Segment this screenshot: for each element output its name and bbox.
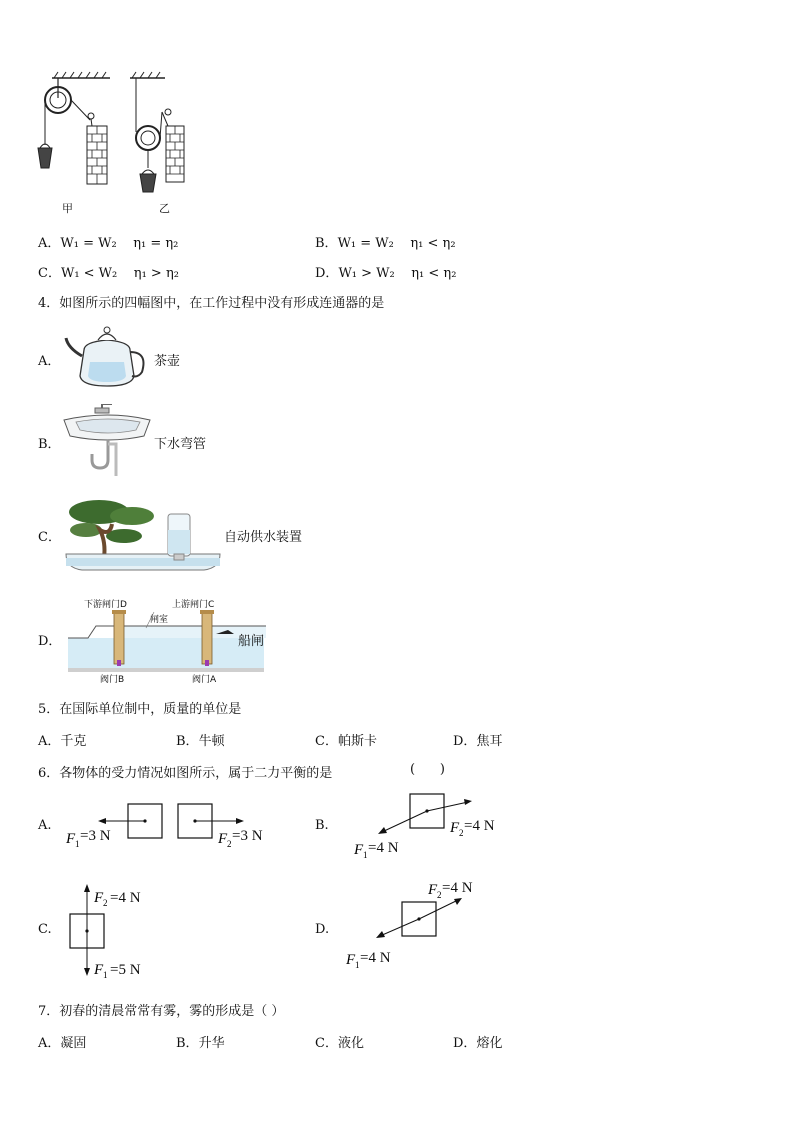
q6-a-f1-label: =3 N (80, 828, 111, 844)
option-text: 牛顿 (198, 734, 225, 749)
option-letter: D． (453, 1036, 477, 1051)
lock-label-valve-a: 阀门A (192, 675, 217, 685)
option-text: W₁ = W₂ η₁ < η₂ (337, 236, 456, 251)
option-text: 熔化 (476, 1036, 503, 1051)
q6-d-f1-label: =4 N (360, 950, 391, 966)
option-letter: B． (176, 734, 199, 749)
q6-d-f2-label: =4 N (442, 880, 473, 896)
q4-option-c-letter[interactable]: C． (38, 530, 61, 545)
svg-text:1: 1 (355, 960, 360, 970)
option-text: 液化 (337, 1036, 364, 1051)
option-letter: B． (315, 236, 338, 251)
q6-option-a-letter[interactable]: A. (38, 818, 52, 833)
svg-text:F: F (346, 952, 356, 968)
q7-stem: 7．初春的清晨常常有雾，雾的形成是（ ） (38, 1004, 285, 1019)
svg-text:F: F (66, 831, 76, 847)
q5-option-c[interactable] (315, 730, 377, 749)
option-letter: C． (315, 734, 338, 749)
sink-drain-image (62, 404, 154, 478)
q3-option-d[interactable] (315, 262, 456, 281)
option-letter: B． (176, 1036, 199, 1051)
option-text: W₁ < W₂ η₁ > η₂ (60, 266, 179, 281)
q6-answer-paren: ( ) (410, 762, 445, 777)
q6-b-f2-label: =4 N (464, 818, 495, 834)
q5-option-d[interactable] (453, 730, 502, 749)
q6-option-b-letter[interactable]: B. (315, 818, 329, 833)
q4-option-c-caption: 自动供水装置 (224, 530, 303, 545)
svg-text:2: 2 (437, 890, 442, 900)
q3-option-b[interactable] (315, 232, 456, 251)
q4-option-d-letter[interactable]: D． (38, 634, 62, 649)
svg-text:2: 2 (459, 828, 464, 838)
option-text: 千克 (60, 734, 87, 749)
option-letter: D． (453, 734, 477, 749)
q5-option-b[interactable] (176, 730, 225, 749)
q6-option-c-letter[interactable]: C. (38, 922, 52, 937)
option-letter: C． (38, 266, 61, 281)
lock-label-valve-b: 阀门B (100, 675, 125, 685)
option-text: W₁ = W₂ η₁ = η₂ (60, 236, 179, 251)
q6-c-f2-label: =4 N (110, 890, 141, 906)
q6-stem: 6．各物体的受力情况如图所示，属于二力平衡的是 (38, 766, 333, 781)
q4-option-b-letter[interactable]: B． (38, 437, 61, 452)
option-text: W₁ > W₂ η₁ < η₂ (338, 266, 457, 281)
q7-option-d[interactable] (453, 1032, 502, 1051)
option-text: 凝固 (60, 1036, 87, 1051)
q4-option-a-letter[interactable]: A． (38, 354, 61, 369)
option-letter: D． (315, 266, 339, 281)
lock-label-gate-c: 上游闸门C (172, 600, 215, 610)
q7-option-b[interactable] (176, 1032, 225, 1051)
q5-stem: 5．在国际单位制中，质量的单位是 (38, 702, 242, 717)
figure-label-jia: 甲 (62, 202, 73, 215)
svg-text:F: F (218, 831, 228, 847)
option-text: 帕斯卡 (337, 734, 377, 749)
q5-option-a[interactable] (38, 730, 86, 749)
teapot-image (62, 322, 152, 388)
svg-text:F: F (94, 962, 104, 978)
figure-label-yi: 乙 (159, 202, 170, 215)
pulley-figure (30, 70, 200, 215)
option-text: 焦耳 (476, 734, 503, 749)
q6-a-f2-label: =3 N (232, 828, 263, 844)
q7-option-a[interactable] (38, 1032, 86, 1051)
q6-b-f1-label: =4 N (368, 840, 399, 856)
q6-option-d-letter[interactable]: D. (315, 922, 330, 937)
svg-text:F: F (354, 842, 364, 858)
q4-stem: 4．如图所示的四幅图中，在工作过程中没有形成连通器的是 (38, 296, 385, 311)
q4-option-d-caption: 船闸 (238, 634, 265, 649)
svg-text:1: 1 (363, 850, 368, 860)
option-letter: C． (315, 1036, 338, 1051)
svg-text:F: F (94, 890, 104, 906)
q6-c-f1-label: =5 N (110, 962, 141, 978)
lock-label-gate-d: 下游闸门D (84, 600, 127, 610)
lock-label-chamber: 闸室 (150, 615, 169, 625)
q7-option-c[interactable] (315, 1032, 364, 1051)
option-text: 升华 (198, 1036, 225, 1051)
q3-option-a[interactable] (38, 232, 178, 251)
option-letter: A． (38, 236, 61, 251)
q4-option-a-caption: 茶壶 (154, 354, 181, 369)
svg-text:F: F (450, 820, 460, 836)
auto-water-supply-image (64, 494, 224, 574)
option-letter: A． (38, 734, 61, 749)
option-letter: A． (38, 1036, 61, 1051)
q3-option-c[interactable] (38, 262, 179, 281)
q4-option-b-caption: 下水弯管 (154, 437, 207, 452)
svg-text:F: F (428, 882, 438, 898)
svg-text:2: 2 (103, 898, 108, 908)
svg-text:1: 1 (75, 839, 80, 849)
svg-text:1: 1 (103, 970, 108, 980)
svg-text:2: 2 (227, 839, 232, 849)
